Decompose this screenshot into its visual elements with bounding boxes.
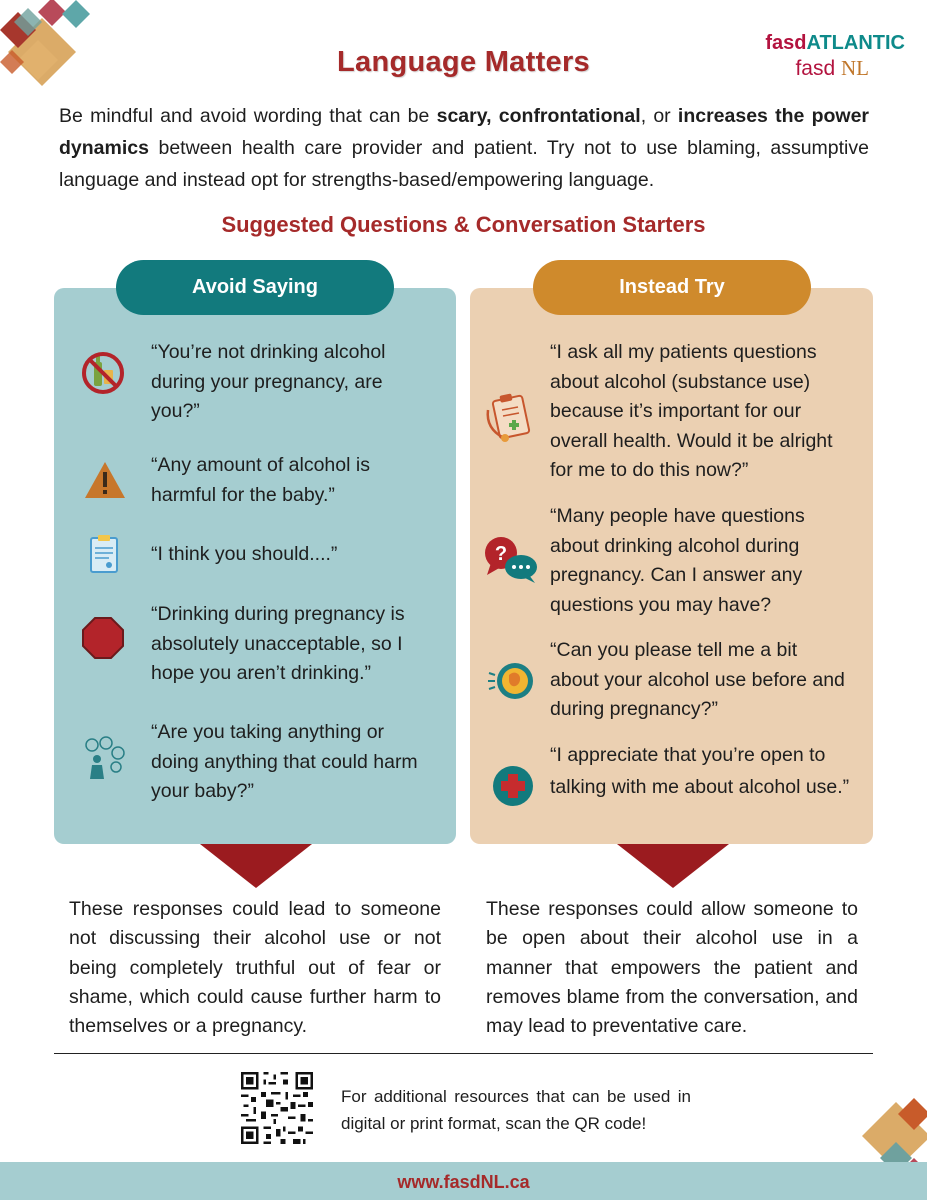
down-arrow-icon	[617, 844, 729, 888]
instead-try-heading: Instead Try	[533, 260, 811, 315]
down-arrow-icon	[200, 844, 312, 888]
avoid-quote: “I think you should....”	[151, 543, 338, 565]
clipboard-document-icon	[81, 532, 127, 578]
warning-icon	[82, 458, 128, 504]
try-quote: “Many people have questions about drinking alcohol during pregnancy. Can I answer any questions you may have?	[550, 505, 805, 616]
qr-instructions: For additional resources that can be used in digital or print format, scan the QR code!	[341, 1087, 691, 1133]
avoid-quote: “Drinking during pregnancy is absolutely unacceptable, so I hope you aren’t drinking.”	[151, 603, 405, 684]
intro-paragraph: Be mindful and avoid wording that can be scary, confrontational, or increases the power dynamics between health care provider and patient. Try not to use blaming, assumptive language and instead opt for strengths-based/empowering language.	[59, 105, 870, 191]
qr-code-icon[interactable]	[241, 1072, 313, 1144]
svg-text:?: ?	[494, 543, 508, 565]
no-alcohol-icon	[80, 350, 126, 396]
try-quote: “I ask all my patients questions about alcohol (substance use) because it’s important for our overall health. Would it be alright for me to do this now?”	[550, 341, 833, 481]
avoid-consequence-note: These responses could lead to someone not discussing their alcohol use or not being completely truthful out of fear or shame, which could cause further harm to themselves or a pregnancy.	[69, 898, 441, 1038]
fasd-atlantic-logo: fasdATLANTIC	[765, 32, 905, 54]
pregnancy-icon	[485, 653, 537, 705]
try-quote: “I appreciate that you’re open to talking with me about alcohol use.”	[550, 744, 850, 798]
question-chat-icon	[483, 535, 539, 585]
try-benefit-note: These responses could allow someone to be open about their alcohol use in a manner that empowers the patient and removes blame from the conversation, and may lead to preventative care.	[486, 898, 858, 1038]
divider-line	[54, 1053, 873, 1054]
fasd-nl-logo: fasd NL	[795, 56, 869, 80]
stop-sign-icon	[80, 615, 126, 661]
website-link[interactable]: www.fasdNL.ca	[397, 1172, 530, 1192]
avoid-quote: “You’re not drinking alcohol during your pregnancy, are you?”	[151, 341, 386, 422]
avoid-quote: “Are you taking anything or doing anything that could harm your baby?”	[151, 721, 418, 802]
section-subtitle: Suggested Questions & Conversation Starters	[221, 212, 706, 237]
page-title: Language Matters	[337, 46, 590, 78]
avoid-quote: “Any amount of alcohol is harmful for the baby.”	[151, 454, 370, 506]
try-quote: “Can you please tell me a bit about your alcohol use before and during pregnancy?”	[550, 639, 845, 720]
avoid-saying-heading: Avoid Saying	[116, 260, 394, 315]
medical-cross-icon	[492, 765, 534, 807]
clipboard-stethoscope-icon	[482, 390, 538, 446]
worried-person-icon	[80, 735, 126, 781]
